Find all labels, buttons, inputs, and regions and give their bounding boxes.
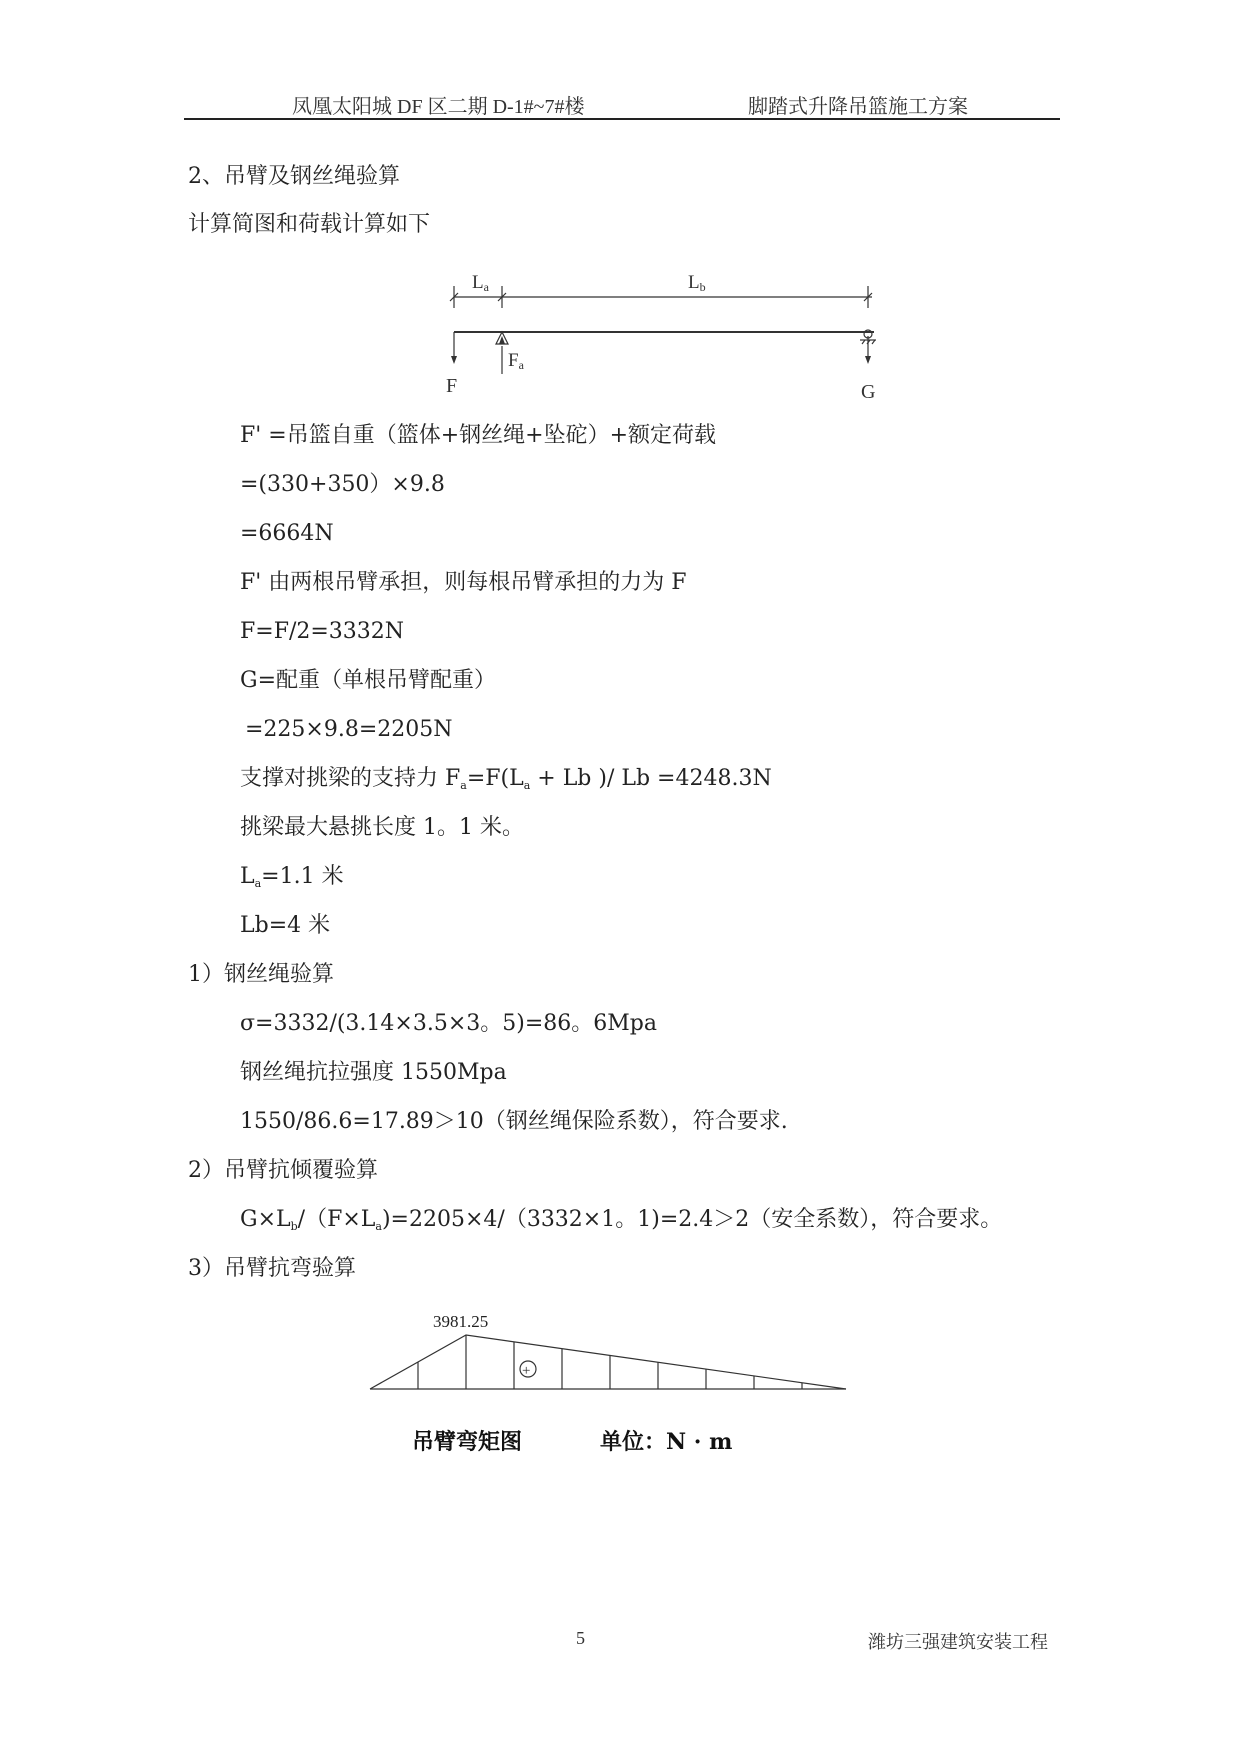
header-rule	[184, 118, 1060, 120]
rope-line-3: 1550/86.6=17.89＞10（钢丝绳保险系数），符合要求.	[240, 1109, 788, 1134]
intro-text: 计算简图和荷载计算如下	[188, 212, 431, 237]
svg-text:+: +	[522, 1363, 531, 1379]
header-project-title: 凤凰太阳城 DF 区二期 D-1#~7#楼	[292, 96, 585, 118]
label-f: F	[446, 375, 458, 397]
calc-line-9: 挑梁最大悬挑长度 1。1 米。	[240, 815, 524, 840]
calc-line-3: =6664N	[240, 521, 334, 546]
label-g: G	[861, 381, 876, 403]
calc-line-11: Lb=4 米	[240, 913, 331, 938]
label-la: La	[472, 272, 489, 294]
rope-line-2: 钢丝绳抗拉强度 1550Mpa	[240, 1060, 507, 1085]
label-lb: Lb	[688, 272, 706, 294]
diagram-unit: 单位：N · m	[600, 1429, 733, 1455]
support-fa-icon	[496, 332, 508, 374]
peak-moment-label: 3981.25	[433, 1312, 489, 1331]
rope-line-1: σ=3332/(3.14×3.5×3。5)=86。6Mpa	[240, 1011, 658, 1036]
overturn-title: 2）吊臂抗倾覆验算	[188, 1158, 378, 1183]
page-number: 5	[576, 1628, 585, 1648]
calc-line-4: F' 由两根吊臂承担，则每根吊臂承担的力为 F	[240, 570, 687, 595]
section-title: 2、吊臂及钢丝绳验算	[188, 164, 400, 189]
moment-outline	[370, 1335, 846, 1389]
overturn-formula: $G\times L_b/(F\times L_a)=2205\times 4/(3332\times 1$。1)=2.4＞2（安全系数），符合要求。	[240, 1207, 1003, 1233]
calc-line-6: G=配重（单根吊臂配重）	[240, 668, 497, 693]
calc-line-2: =(330+350）×9.8	[240, 472, 445, 497]
diagram-caption: 吊臂弯矩图	[412, 1429, 523, 1455]
bending-title: 3）吊臂抗弯验算	[188, 1256, 356, 1281]
calc-line-8: 支撑对挑梁的支持力 $F_a=F(L_a + Lb$ )/ Lb =4248.3N	[240, 766, 772, 792]
beam-diagram	[420, 262, 880, 412]
bending-moment-diagram	[360, 1300, 860, 1400]
footer-company: 潍坊三强建筑安装工程	[868, 1632, 1048, 1652]
calc-line-5: F=F/2=3332N	[240, 619, 405, 644]
calc-line-10: $L_a=1.1$ 米	[240, 864, 344, 890]
rope-title: 1）钢丝绳验算	[188, 962, 334, 987]
calc-line-1: F' =吊篮自重（篮体+钢丝绳+坠砣）+额定荷载	[240, 423, 717, 448]
calc-line-7: =225×9.8=2205N	[245, 717, 453, 742]
header-document-title: 脚踏式升降吊篮施工方案	[748, 96, 968, 118]
label-fa: Fa	[508, 350, 524, 372]
